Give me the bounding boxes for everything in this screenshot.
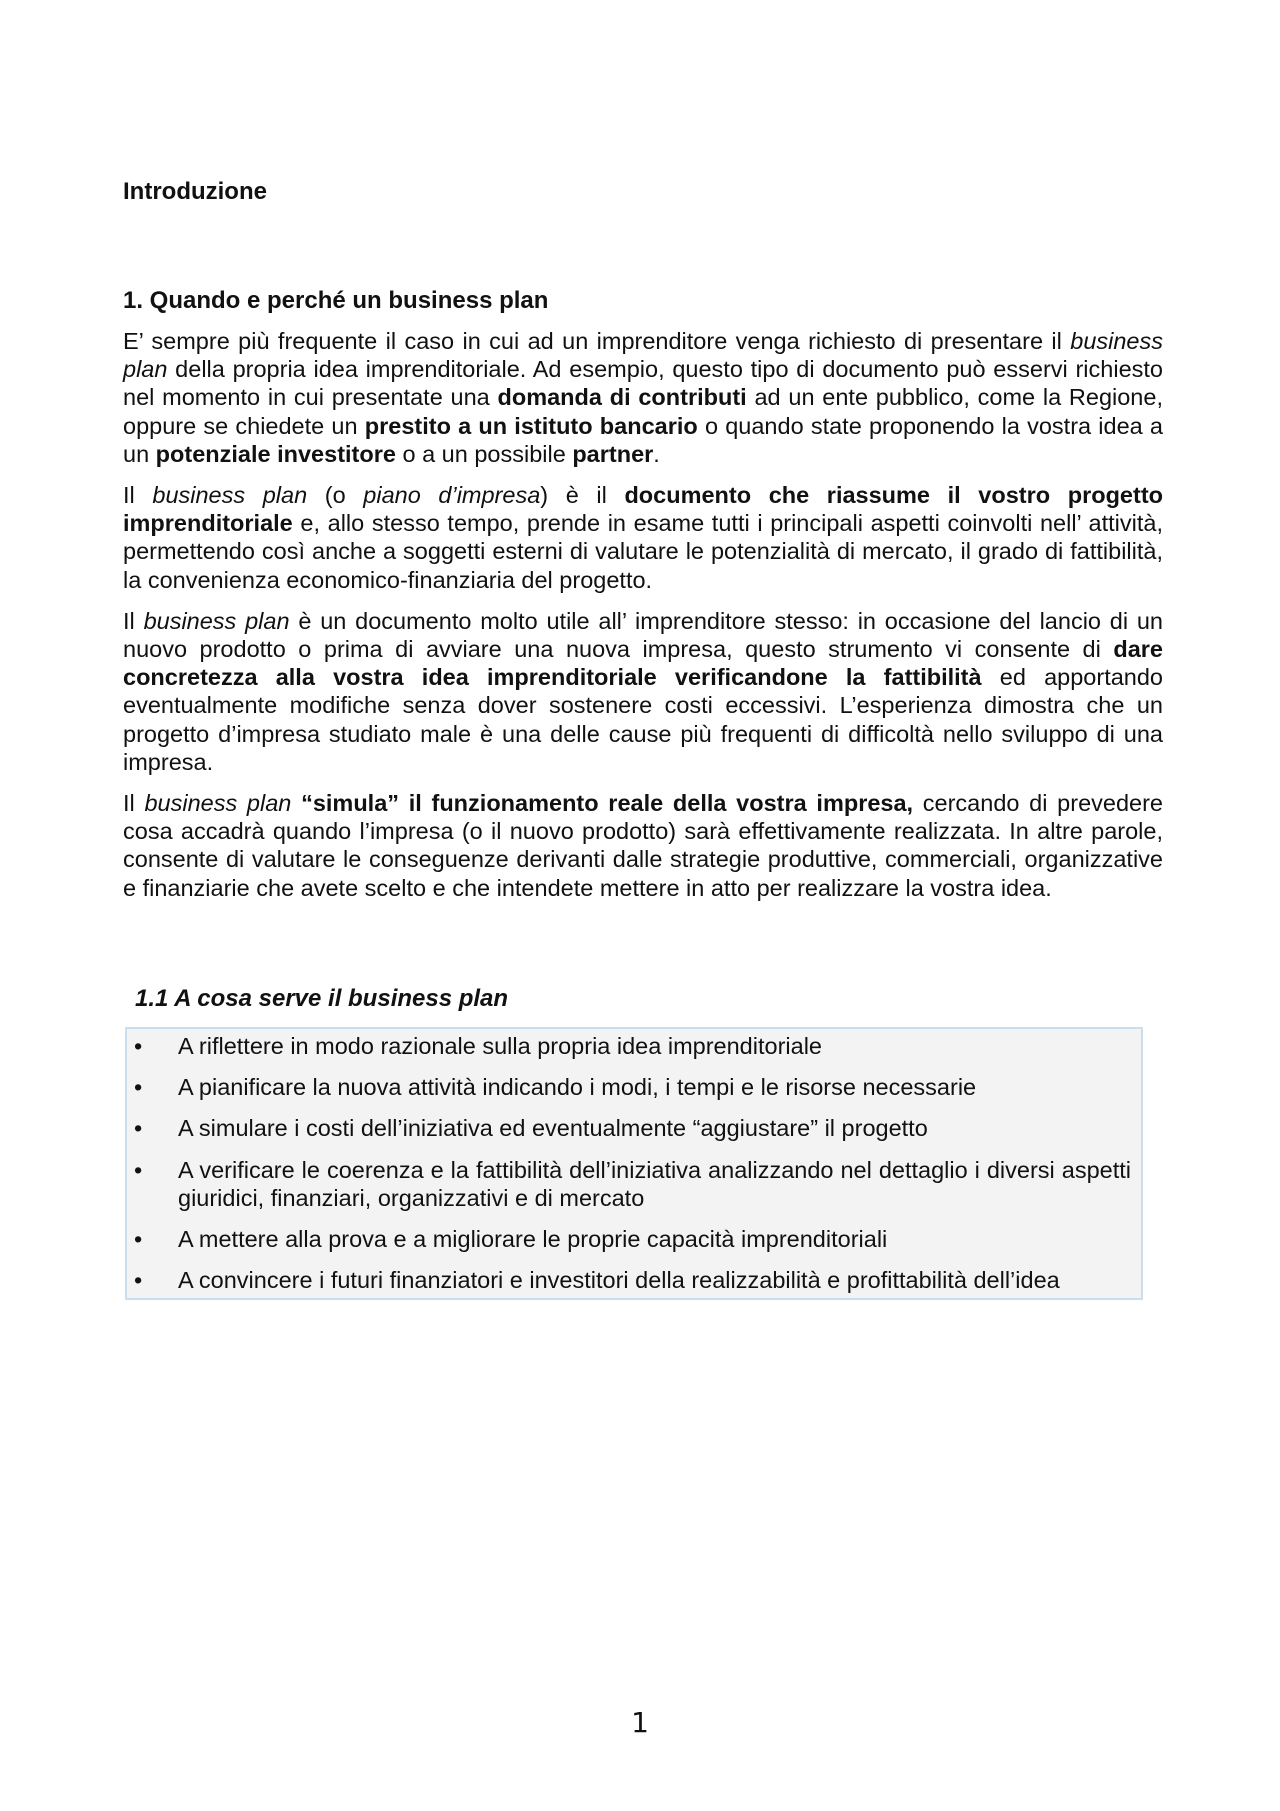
body-text bbox=[123, 327, 1163, 915]
purpose-box bbox=[125, 1027, 1143, 1300]
list-item bbox=[127, 1073, 1131, 1101]
text-run: . bbox=[653, 440, 660, 467]
text-run: o a un possibile bbox=[395, 440, 573, 467]
paragraph bbox=[123, 327, 1163, 468]
text-run: ) è il bbox=[540, 482, 625, 509]
bullet-icon: • bbox=[134, 1226, 143, 1253]
list-item bbox=[127, 1156, 1131, 1212]
text-run: Il bbox=[123, 790, 145, 817]
text-run: e, allo stesso tempo, prende in esame tutti i principali aspetti coinvolti nell’ attività, permettendo così anche a soggetti esterni di valutare le potenzialità di mercato, il grado di fattibilità, la convenienza economico-finanziaria del progetto. bbox=[123, 510, 1163, 593]
list-item-text: A verificare le coerenza e la fattibilità dell’iniziativa analizzando nel dettaglio i diversi aspetti giuridici, finanziari, organizzativi e di mercato bbox=[178, 1156, 1131, 1211]
intro-title: Introduzione bbox=[123, 178, 267, 205]
italic-text: business plan bbox=[144, 790, 292, 817]
bullet-icon: • bbox=[134, 1074, 143, 1101]
text-run: cercando di prevedere cosa accadrà quando l’impresa (o il nuovo prodotto) sarà effettivamente realizzata. In altre parole, consente di valutare le conseguenze derivanti dalle strategie produttive, commerciali, organizzative e finanziarie che avete scelto e che intendete mettere in atto per realizzare la vostra idea. bbox=[123, 790, 1163, 901]
list-item bbox=[127, 1114, 1131, 1142]
text-run: Il bbox=[123, 607, 144, 634]
page-number: 1 bbox=[631, 1706, 649, 1739]
list-item-text: A convincere i futuri finanziatori e investitori della realizzabilità e profittabilità dell’idea bbox=[178, 1267, 1060, 1294]
list-item-text: A simulare i costi dell’iniziativa ed eventualmente “aggiustare” il progetto bbox=[178, 1115, 928, 1142]
list-item bbox=[127, 1032, 1131, 1060]
bold-text: “simula” il funzionamento reale della vostra impresa, bbox=[301, 790, 914, 817]
bold-text: partner bbox=[572, 440, 654, 467]
bold-text: prestito a un istituto bancario bbox=[364, 412, 698, 439]
list-item-text: A riflettere in modo razionale sulla propria idea imprenditoriale bbox=[178, 1033, 822, 1059]
section-title: 1. Quando e perché un business plan bbox=[123, 287, 549, 314]
text-run: della propria idea imprenditoriale. Ad esempio, questo tipo di documento può esservi richiesto nel momento in cui presentate una bbox=[123, 356, 1163, 411]
text-run: o quando state proponendo la vostra idea a un bbox=[123, 412, 1163, 467]
list-item bbox=[127, 1225, 1131, 1253]
paragraph bbox=[123, 607, 1163, 776]
text-run: ed apportando eventualmente modifiche senza dover sostenere costi eccessivi. L’esperienza dimostra che un progetto d’impresa studiato male è una delle cause più frequenti di difficoltà nello sviluppo di una impresa. bbox=[123, 664, 1163, 775]
bold-text: documento che riassume il vostro progetto imprenditoriale bbox=[123, 482, 1163, 537]
bold-text: domanda di contributi bbox=[497, 384, 747, 411]
bullet-icon: • bbox=[134, 1033, 143, 1059]
italic-text: business plan bbox=[123, 328, 1163, 383]
text-run: è un documento molto utile all’ imprenditore stesso: in occasione del lancio di un nuovo prodotto o prima di avviare una nuova impresa, questo strumento vi consente di bbox=[123, 607, 1164, 663]
list-item bbox=[127, 1266, 1131, 1294]
bullet-icon: • bbox=[134, 1115, 143, 1142]
italic-text: business plan bbox=[143, 607, 290, 634]
text-run: (o bbox=[307, 482, 364, 509]
paragraph bbox=[123, 789, 1163, 902]
text-run bbox=[291, 790, 301, 816]
bold-text: potenziale investitore bbox=[155, 440, 396, 467]
text-run: ad un ente pubblico, come la Regione, oppure se chiedete un bbox=[123, 384, 1163, 439]
text-run: Il bbox=[123, 482, 153, 509]
purpose-list bbox=[127, 1032, 1131, 1294]
list-item-text: A pianificare la nuova attività indicando i modi, i tempi e le risorse necessarie bbox=[178, 1074, 977, 1101]
bullet-icon: • bbox=[134, 1156, 143, 1183]
subsection-title: 1.1 A cosa serve il business plan bbox=[135, 985, 509, 1012]
paragraph bbox=[123, 481, 1163, 594]
text-run: E’ sempre più frequente il caso in cui ad un imprenditore venga richiesto di presentare il bbox=[123, 328, 1071, 354]
bold-text: dare concretezza alla vostra idea imprenditoriale verificandone la fattibilità bbox=[123, 636, 1163, 691]
italic-text: business plan bbox=[152, 482, 308, 509]
italic-text: piano d’impresa bbox=[363, 482, 541, 509]
bullet-icon: • bbox=[134, 1267, 143, 1294]
list-item-text: A mettere alla prova e a migliorare le proprie capacità imprenditoriali bbox=[178, 1226, 888, 1253]
